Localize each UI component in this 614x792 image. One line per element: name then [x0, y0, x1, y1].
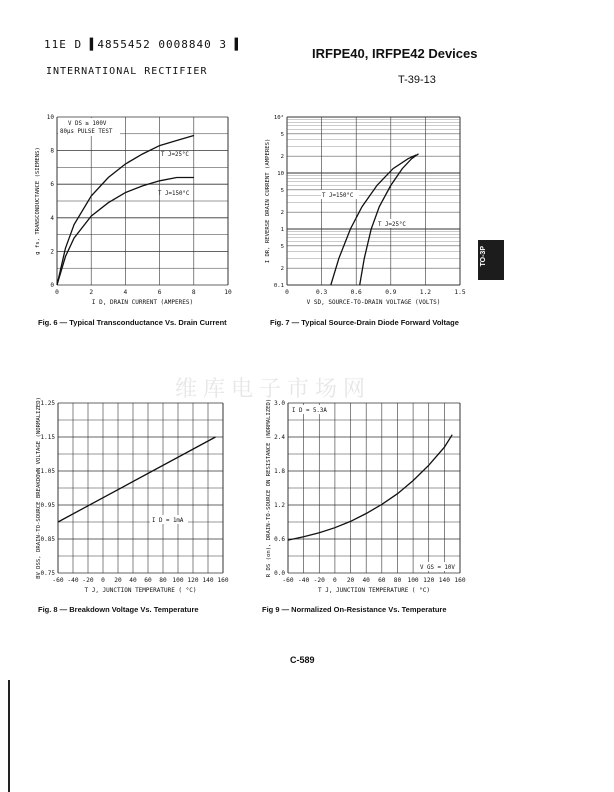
fig9-annotation-id: I D = 5.3A — [292, 408, 327, 414]
fig9-x-tick-label: 120 — [423, 577, 435, 584]
fig9-x-tick-label: 80 — [393, 577, 402, 584]
fig7-caption: Fig. 7 — Typical Source-Drain Diode Forward Voltage — [270, 318, 459, 327]
document-title: IRFPE40, IRFPE42 Devices — [312, 46, 478, 61]
fig6-x-tick-label: 0 — [55, 289, 59, 296]
fig8-x-tick-label: 140 — [202, 577, 214, 584]
fig7-y-tick-label: 2 — [280, 266, 284, 273]
fig8-caption: Fig. 8 — Breakdown Voltage Vs. Temperature — [38, 605, 199, 614]
left-margin-rule — [8, 680, 10, 792]
fig6-y-tick-label: 6 — [50, 181, 54, 189]
fig9-y-axis-label: R DS (on), DRAIN-TO-SOURCE ON RESISTANCE (NORMALIZED) — [266, 398, 272, 578]
fig9-y-tick-label: 0.0 — [274, 570, 285, 577]
fig7-y-tick-label: 1 — [280, 227, 284, 233]
document-code: T-39-13 — [398, 74, 436, 86]
fig7-y-tick-label: 0.1 — [273, 283, 284, 289]
fig6-y-tick-label: 2 — [50, 248, 54, 256]
fig9-x-tick-label: 160 — [454, 577, 466, 584]
fig7-y-tick-label: 5 — [280, 131, 284, 138]
fig9-x-tick-label: 60 — [378, 577, 386, 584]
company-name: INTERNATIONAL RECTIFIER — [46, 66, 208, 77]
fig7-x-tick-label: 0.3 — [316, 289, 328, 296]
fig7-x-tick-label: 0.6 — [350, 289, 362, 296]
watermark: 维库电子市场网 — [175, 377, 372, 402]
fig7-chart — [255, 100, 480, 330]
fig7-y-tick-label: 5 — [280, 187, 284, 194]
fig7-x-tick-label: 1.5 — [454, 289, 466, 296]
fig9-x-tick-label: 20 — [346, 577, 355, 584]
fig7-y-tick-label: 2 — [280, 210, 284, 217]
fig7-y-tick-label: 5 — [280, 243, 284, 250]
fig9-y-tick-label: 1.2 — [274, 502, 285, 509]
fig8-x-tick-label: -40 — [67, 577, 79, 584]
fig9-x-tick-label: -20 — [313, 577, 325, 584]
fig8-series-line — [58, 437, 216, 522]
fig6-y-tick-label: 8 — [50, 147, 54, 155]
fig7-y-axis-label: I DR, REVERSE DRAIN CURRENT (AMPERES) — [265, 138, 271, 264]
fig9-series-line — [288, 435, 452, 540]
fig6-x-tick-label: 10 — [224, 289, 232, 296]
fig9-x-tick-label: 140 — [438, 577, 450, 584]
fig9-x-tick-label: -60 — [282, 577, 294, 584]
fig8-x-tick-label: 20 — [114, 577, 122, 584]
fig9-chart — [250, 388, 480, 608]
fig9-x-axis-label: T J, JUNCTION TEMPERATURE ( °C) — [318, 587, 430, 594]
fig8-x-tick-label: 0 — [101, 577, 105, 584]
fig9-x-tick-label: -40 — [298, 577, 310, 584]
fig8-y-tick-label: 0.85 — [40, 536, 55, 543]
header-code-line: 11E D ▌4855452 0008840 3 ▌ — [44, 38, 243, 51]
fig8-y-tick-label: 1.15 — [40, 434, 55, 441]
fig8-y-tick-label: 1.25 — [40, 400, 55, 407]
fig9-y-tick-label: 1.8 — [274, 468, 285, 475]
fig6-caption: Fig. 6 — Typical Transconductance Vs. Drain Current — [38, 318, 227, 327]
fig9-y-tick-label: 3.0 — [274, 400, 285, 407]
fig7-series-label-150c: T J=150°C — [322, 193, 354, 199]
fig9-x-tick-label: 0 — [333, 577, 337, 584]
fig8-y-tick-label: 0.75 — [40, 570, 55, 577]
fig6-series-label-25c: T J=25°C — [161, 152, 189, 158]
fig8-y-tick-label: 0.95 — [40, 502, 55, 509]
fig9-x-tick-label: 40 — [362, 577, 370, 584]
fig8-x-tick-label: 40 — [129, 577, 137, 584]
fig8-y-axis-label: BV DSS, DRAIN-TO-SOURCE BREAKDOWN VOLTAGE (NORMALIZED) — [36, 397, 42, 579]
fig9-annotation-vgs: V GS = 10V — [420, 565, 455, 571]
fig9-y-tick-label: 0.6 — [274, 536, 285, 543]
fig6-annotation-pulse: 80μs PULSE TEST — [60, 129, 113, 135]
fig9-x-tick-label: 100 — [407, 577, 419, 584]
fig8-x-tick-label: 80 — [159, 577, 167, 584]
fig6-annotation-vds: V DS ≥ 100V — [68, 121, 107, 127]
fig8-x-tick-label: -20 — [82, 577, 94, 584]
fig7-y-tick-label: 10² — [273, 115, 284, 121]
fig7-y-tick-label: 2 — [280, 154, 284, 161]
fig8-x-tick-label: 100 — [172, 577, 184, 584]
fig7-x-tick-label: 0 — [285, 289, 289, 296]
fig6-x-tick-label: 6 — [157, 289, 162, 296]
fig6-series-label-150c: T J=150°C — [158, 191, 190, 197]
fig6-y-tick-label: 10 — [46, 114, 54, 121]
fig8-x-tick-label: -60 — [52, 577, 64, 584]
fig6-x-tick-label: 8 — [191, 289, 196, 296]
fig8-x-tick-label: 120 — [187, 577, 199, 584]
fig7-x-tick-label: 0.9 — [385, 289, 397, 296]
fig9-caption: Fig 9 — Normalized On-Resistance Vs. Temperature — [262, 605, 447, 614]
fig8-x-axis-label: T J, JUNCTION TEMPERATURE ( °C) — [84, 587, 197, 594]
fig6-x-axis-label: I D, DRAIN CURRENT (AMPERES) — [91, 299, 194, 306]
fig7-y-tick-label: 10 — [277, 171, 284, 177]
fig6-y-axis-label: g fs, TRANSCONDUCTANCE (SIEMENS) — [35, 147, 41, 255]
page-number: C-589 — [290, 655, 315, 665]
fig7-x-tick-label: 1.2 — [419, 289, 431, 296]
fig8-annotation-id: I D = 1mA — [152, 518, 184, 524]
fig7-series-label-25c: T J=25°C — [378, 222, 406, 228]
fig7-x-axis-label: V SD, SOURCE-TO-DRAIN VOLTAGE (VOLTS) — [306, 299, 441, 306]
fig8-y-tick-label: 1.05 — [40, 468, 55, 475]
fig8-x-tick-label: 60 — [144, 577, 152, 584]
package-side-tab-label: TO-3P — [480, 246, 487, 267]
fig6-x-tick-label: 4 — [123, 289, 128, 296]
fig8-x-tick-label: 160 — [217, 577, 229, 584]
fig9-y-tick-label: 2.4 — [274, 434, 285, 441]
fig6-y-tick-label: 4 — [50, 214, 54, 222]
fig6-y-tick-label: 0 — [50, 282, 54, 289]
fig6-x-tick-label: 2 — [89, 289, 94, 296]
